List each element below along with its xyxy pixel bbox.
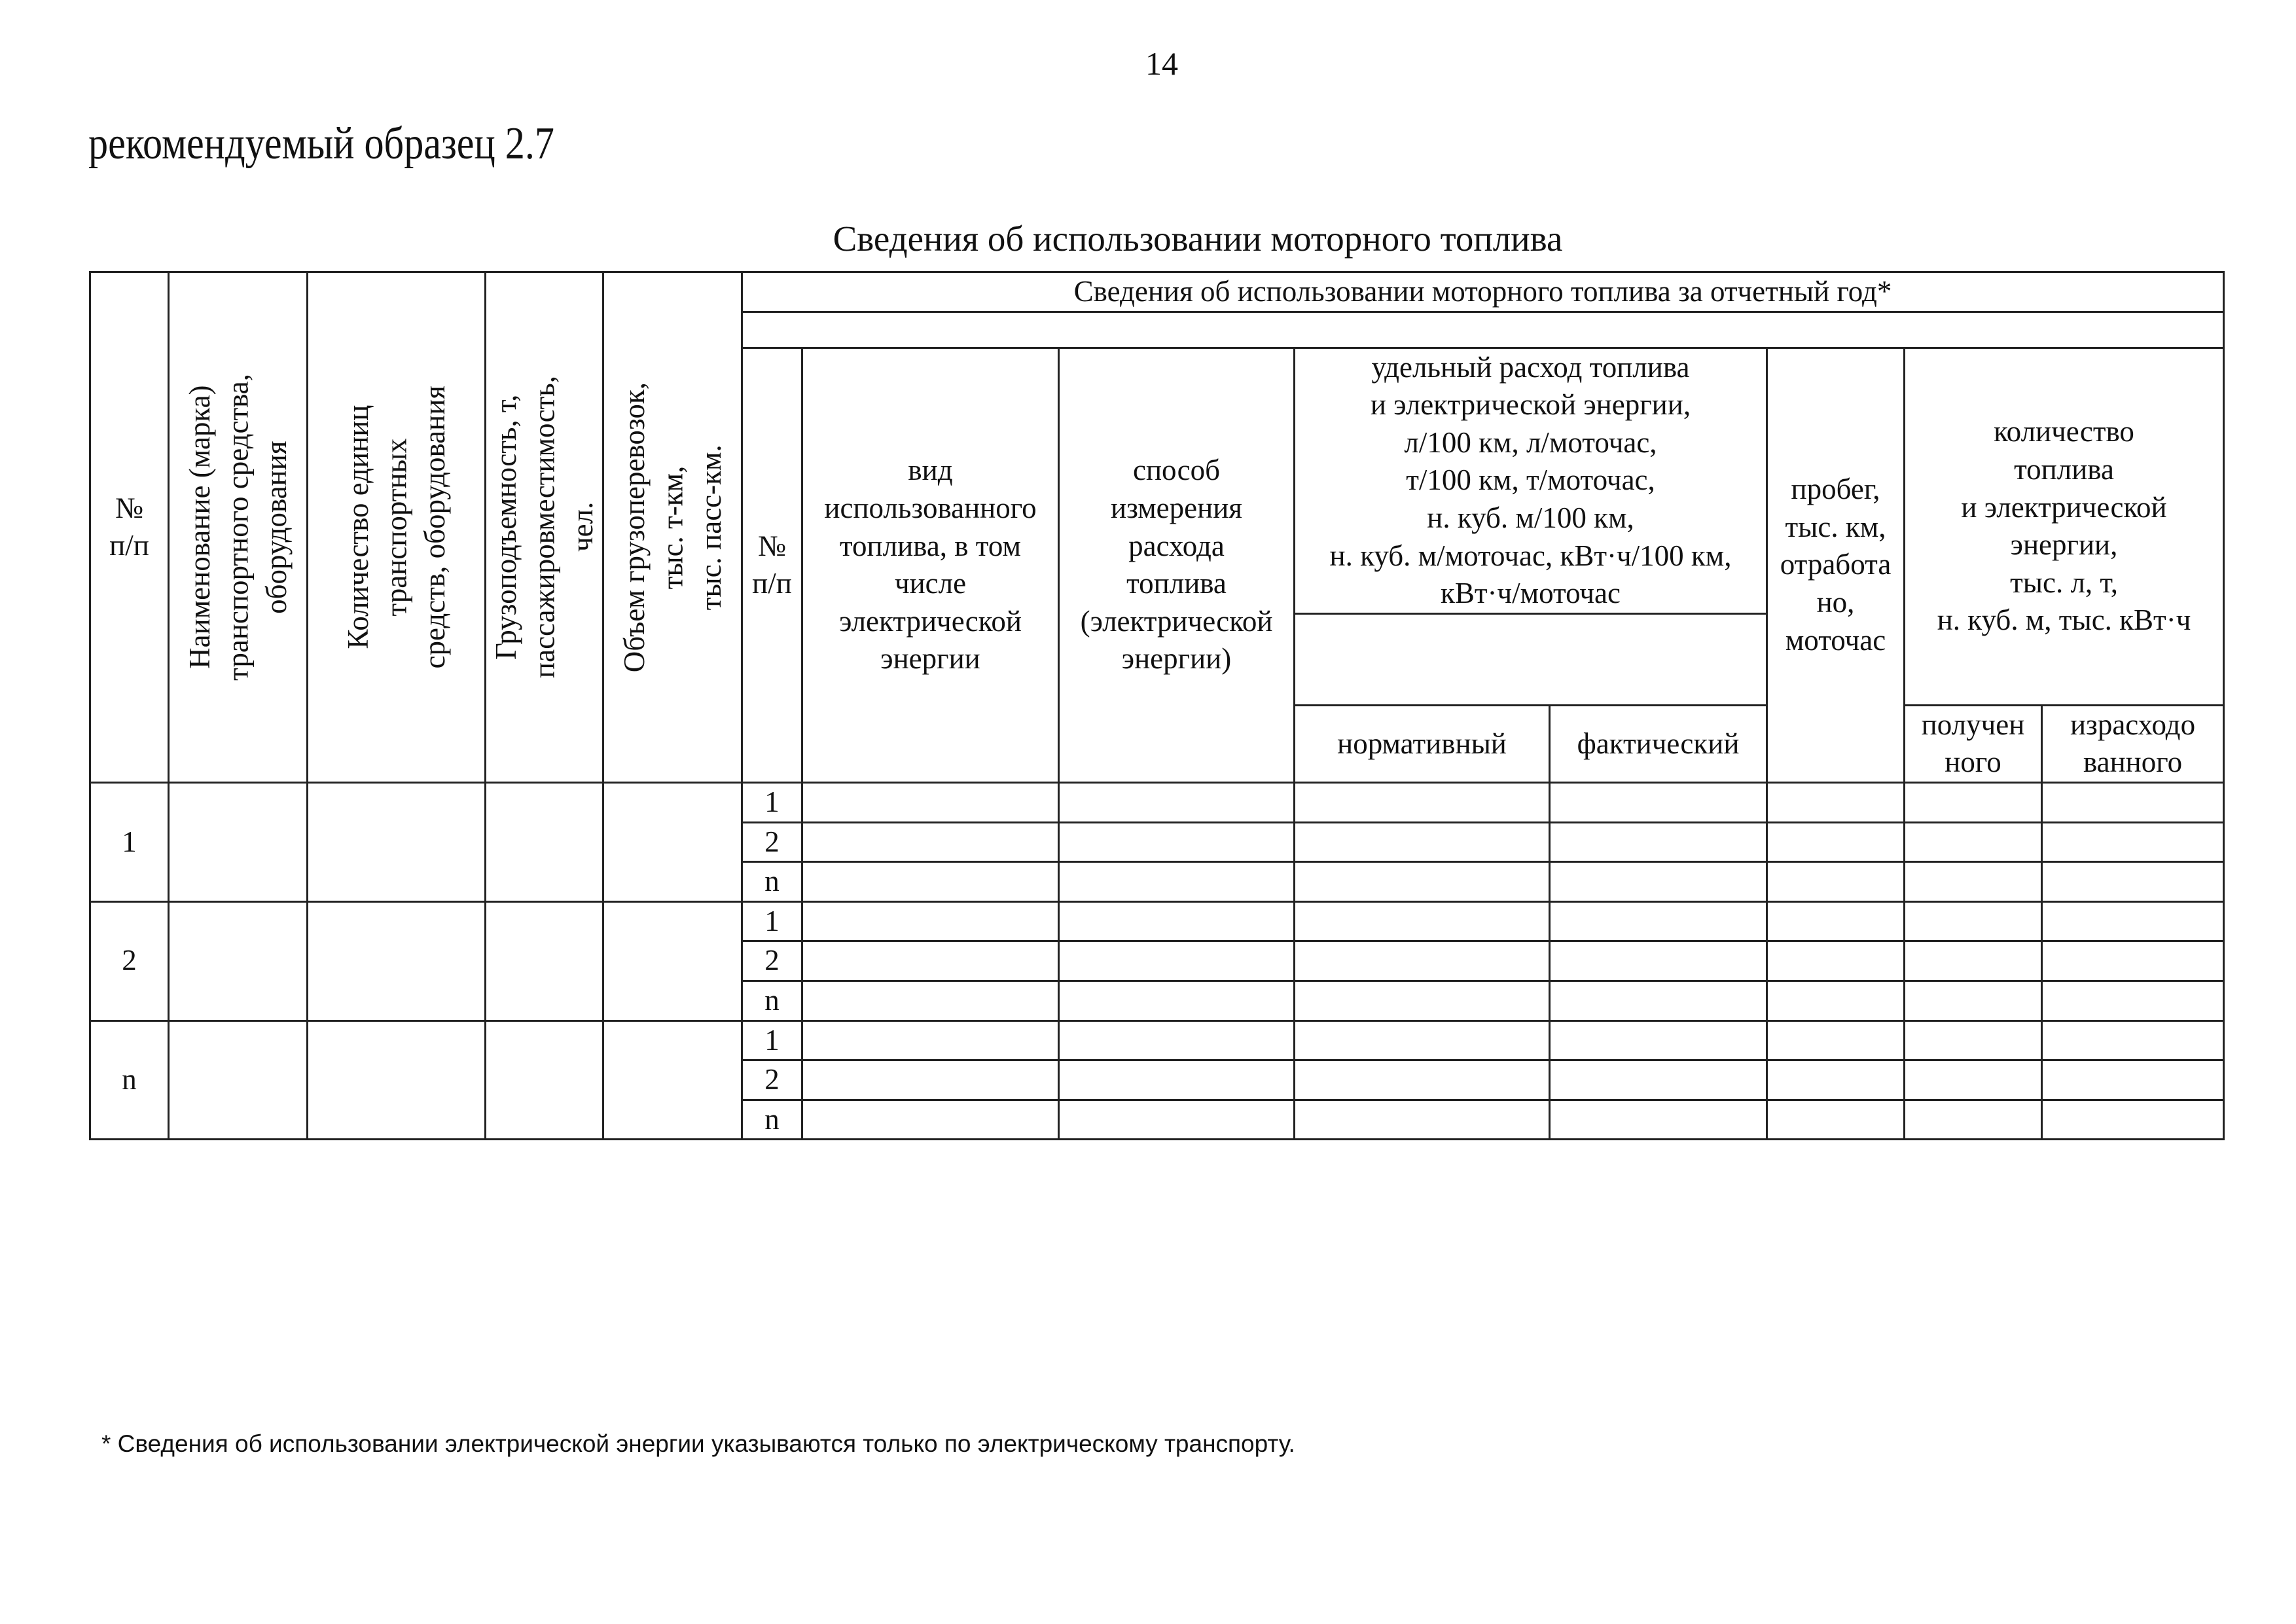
row-id: n [90, 1020, 169, 1140]
row-id: 2 [90, 901, 169, 1020]
table-row [90, 1020, 2224, 1060]
header-capacity-text: Грузоподъемность, т, пассажировместимость, чел. [489, 376, 599, 679]
header-received: получен ного [1905, 705, 2042, 782]
header-count-text: Количество единиц транспортных средств, оборудования [341, 386, 451, 669]
sub-row-id: 1 [742, 782, 802, 822]
sub-row-id: 1 [742, 901, 802, 941]
sub-row-id: 2 [742, 822, 802, 862]
page-number: 14 [1145, 45, 1178, 82]
header-quantity: количество топлива и электрической энергии, тыс. л, т, н. куб. м, тыс. кВт·ч [1905, 348, 2224, 705]
header-volume [603, 272, 742, 783]
header-mileage: пробег, тыс. км, отработа но, моточас [1767, 348, 1905, 782]
cell-capacity [486, 782, 603, 901]
cell-capacity [486, 1020, 603, 1140]
sample-label: рекомендуемый образец 2.7 [88, 118, 555, 169]
header-volume-text: Объем грузоперевозок, тыс. т-км, тыс. пасс-км. [617, 382, 727, 673]
header-row-1 [90, 272, 2224, 312]
sub-row-id: 1 [742, 1020, 802, 1060]
cell-count [308, 901, 486, 1020]
cell-name [169, 782, 308, 901]
header-measure: способ измерения расхода топлива (электрической энергии) [1059, 348, 1295, 782]
header-name [169, 272, 308, 783]
header-sub-num: № п/п [742, 348, 802, 782]
header-name-text: Наименование (марка) транспортного средства, оборудования [183, 374, 293, 681]
cell-name [169, 1020, 308, 1140]
sub-row-id: n [742, 1100, 802, 1140]
cell-count [308, 782, 486, 901]
sub-row-id: 2 [742, 941, 802, 981]
cell-count [308, 1020, 486, 1140]
fuel-usage-table [89, 271, 2225, 1140]
header-fuel-type: вид использованного топлива, в том числе электрической энергии [802, 348, 1059, 782]
header-normative: нормативный [1295, 705, 1550, 782]
header-count [308, 272, 486, 783]
header-spent: израсходо ванного [2042, 705, 2224, 782]
cell-volume [603, 901, 742, 1020]
header-num: № п/п [90, 272, 169, 783]
header-specific-cont [1295, 613, 1767, 705]
cell-name [169, 901, 308, 1020]
row-id: 1 [90, 782, 169, 901]
cell-volume [603, 1020, 742, 1140]
table-row [90, 901, 2224, 941]
header-specific: удельный расход топлива и электрической энергии, л/100 км, л/моточас, т/100 км, т/моточас, н. куб. м/100 км, н. куб. м/моточас, кВт·ч/100 км, кВт·ч/моточас [1295, 348, 1767, 613]
sub-row-id: n [742, 862, 802, 902]
table-title: Сведения об использовании моторного топлива [833, 219, 1563, 259]
header-actual: фактический [1550, 705, 1767, 782]
header-capacity [486, 272, 603, 783]
header-spacer [742, 312, 2224, 348]
sub-row-id: n [742, 981, 802, 1020]
cell-volume [603, 782, 742, 901]
table-row [90, 782, 2224, 822]
footnote: * Сведения об использовании электрической энергии указываются только по электрическому транспорту. [101, 1430, 1295, 1457]
cell-capacity [486, 901, 603, 1020]
sub-row-id: 2 [742, 1060, 802, 1100]
header-group: Сведения об использовании моторного топлива за отчетный год* [742, 272, 2224, 312]
